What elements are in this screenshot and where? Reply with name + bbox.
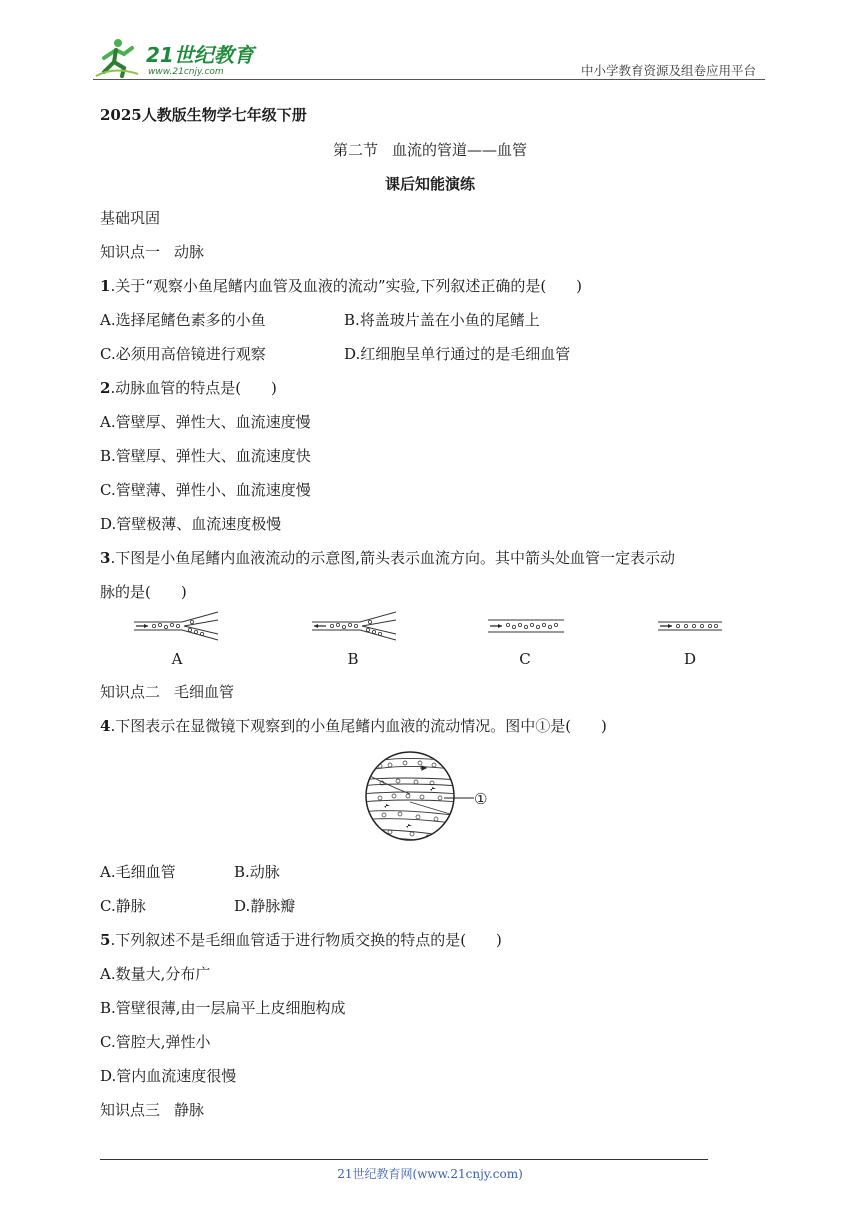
q1-option-a: A.选择尾鳍色素多的小鱼 xyxy=(100,311,266,329)
question-3-stem-continued: 脉的是( ) xyxy=(100,583,187,601)
question-4-stem: 4.下图表示在显微镜下观察到的小鱼尾鳍内血液的流动情况。图中①是( ) xyxy=(100,717,607,735)
q1-option-b: B.将盖玻片盖在小鱼的尾鳍上 xyxy=(344,311,540,329)
diagram-label-d: D xyxy=(683,650,697,668)
q4-option-b: B.动脉 xyxy=(234,863,280,881)
vessel-diagram-a xyxy=(132,610,222,642)
vessel-diagram-b xyxy=(310,610,400,642)
q4-option-d: D.静脉瓣 xyxy=(234,897,296,915)
platform-name: 中小学教育资源及组卷应用平台 xyxy=(580,63,756,78)
q5-option-a: A.数量大,分布广 xyxy=(100,965,211,983)
document-title: 2025人教版生物学七年级下册 xyxy=(100,106,307,124)
diagram-label-c: C xyxy=(519,650,531,668)
vessel-diagram-c xyxy=(486,616,566,636)
question-3-stem: 3.下图是小鱼尾鳍内血液流动的示意图,箭头表示血流方向。其中箭头处血管一定表示动 xyxy=(100,549,675,567)
marker-circled-one: ① xyxy=(474,790,488,808)
q2-option-c: C.管壁薄、弹性小、血流速度慢 xyxy=(100,481,311,499)
section-title: 第二节 血流的管道——血管 xyxy=(332,141,528,159)
diagram-label-a: A xyxy=(171,650,183,668)
q5-option-b: B.管壁很薄,由一层扁平上皮细胞构成 xyxy=(100,999,346,1017)
question-2-stem: 2.动脉血管的特点是( ) xyxy=(100,379,277,397)
site-logo xyxy=(94,36,264,80)
q2-option-d: D.管壁极薄、血流速度极慢 xyxy=(100,515,282,533)
question-5-stem: 5.下列叙述不是毛细血管适于进行物质交换的特点的是( ) xyxy=(100,931,502,949)
vessel-diagram-d xyxy=(656,618,726,634)
exercise-subtitle: 课后知能演练 xyxy=(384,175,475,193)
footer-source[interactable]: 21世纪教育网(www.21cnjy.com) xyxy=(337,1167,523,1181)
microscope-view-diagram xyxy=(360,746,500,846)
knowledge-point-3: 知识点三 静脉 xyxy=(100,1101,205,1119)
q4-option-a: A.毛细血管 xyxy=(100,863,176,881)
logo-text: 21世纪教育 xyxy=(146,43,254,67)
q5-option-d: D.管内血流速度很慢 xyxy=(100,1067,237,1085)
part-heading: 基础巩固 xyxy=(100,209,161,227)
q2-option-b: B.管壁厚、弹性大、血流速度快 xyxy=(100,447,311,465)
q4-option-c: C.静脉 xyxy=(100,897,146,915)
logo-url: www.21cnjy.com xyxy=(148,67,224,77)
footer-divider xyxy=(100,1159,708,1160)
q1-option-c: C.必须用高倍镜进行观察 xyxy=(100,345,266,363)
knowledge-point-1: 知识点一 动脉 xyxy=(100,243,205,261)
header-divider xyxy=(93,79,765,80)
diagram-label-b: B xyxy=(347,650,359,668)
knowledge-point-2: 知识点二 毛细血管 xyxy=(100,683,235,701)
q2-option-a: A.管壁厚、弹性大、血流速度慢 xyxy=(100,413,311,431)
q5-option-c: C.管腔大,弹性小 xyxy=(100,1033,211,1051)
q1-option-d: D.红细胞呈单行通过的是毛细血管 xyxy=(344,345,571,363)
runner-icon xyxy=(96,39,138,76)
question-1-stem: 1.关于“观察小鱼尾鳍内血管及血液的流动”实验,下列叙述正确的是( ) xyxy=(100,277,583,295)
